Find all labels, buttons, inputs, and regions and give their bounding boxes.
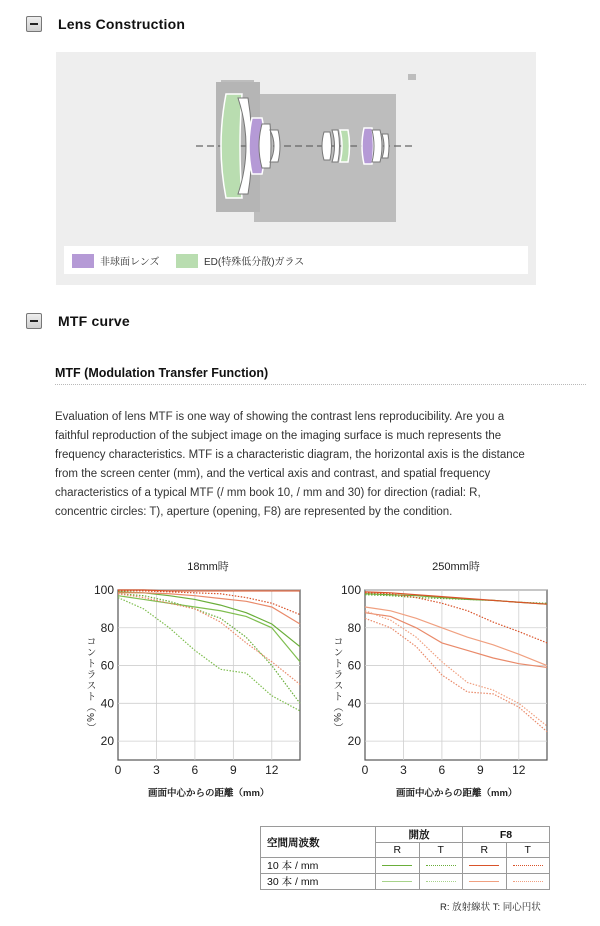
key-line-dotted [513,881,543,882]
x-tick-label: 9 [230,763,237,777]
key-line-solid [469,865,499,866]
body-line: from the screen center (mm), and the vertical axis and contrast, and spatial frequency [55,468,491,480]
row-label: 30 本 / mm [261,874,376,890]
y-tick-label: 60 [100,658,114,673]
table-subheader: R [376,843,420,858]
lens-section-title: Lens Construction [58,16,186,32]
key-line-dotted [426,881,456,882]
collapse-icon[interactable] [26,16,42,32]
key-line-dotted [426,865,456,866]
key-line-solid [382,881,412,882]
mtf-series-line [118,591,300,615]
table-header-frequency: 空間周波数 [261,827,376,858]
mtf-section-title: MTF curve [58,313,130,329]
x-tick-label: 3 [400,763,407,777]
collapse-icon[interactable] [26,313,42,329]
mtf-series-line [365,613,547,668]
x-axis-label: 画面中心からの距離（mm） [396,788,518,799]
table-row [261,858,550,874]
x-axis-label: 画面中心からの距離（mm） [148,788,270,799]
legend-swatch [72,254,94,268]
mtf-series-line [118,593,300,624]
lens-element [372,130,382,162]
x-tick-label: 3 [153,763,160,777]
mtf-series-line [118,596,300,662]
mtf-series-line [118,594,300,704]
y-tick-label: 60 [347,658,361,673]
body-line: faithful reproduction of the subject image on the imaging surface is much represents the [55,430,502,442]
legend-swatch [176,254,198,268]
lens-section-header[interactable] [26,15,185,33]
table-subheader: T [419,843,463,858]
plot-frame [365,590,547,760]
y-axis-label: コントラスト（%） [84,636,95,734]
y-axis-label: コントラスト（%） [331,636,342,734]
legend-label: 非球面レンズ [100,257,160,268]
mtf-series-line [365,594,547,604]
table-subheader: T [506,843,550,858]
lens-element-ed [221,94,242,198]
legend-item-aspherical [72,253,159,268]
chart-title-18mm: 18mm時 [187,561,229,573]
lens-legend [64,246,528,274]
mtf-description [55,408,565,522]
chart-title-250mm: 250mm時 [432,561,480,573]
key-line-solid [469,881,499,882]
x-tick-label: 6 [438,763,446,777]
y-tick-label: 100 [93,583,114,597]
lens-element-ed [340,130,350,162]
lens-element [322,132,332,160]
line-key-table [260,826,550,890]
key-line-solid [382,865,412,866]
mtf-series-line [118,598,300,711]
x-tick-label: 12 [512,763,526,777]
y-tick-label: 80 [100,620,114,635]
table-header-open: 開放 [376,827,463,843]
mtf-series-line [118,592,300,647]
x-tick-label: 0 [361,763,369,777]
x-tick-label: 0 [114,763,122,777]
mtf-series-line [365,595,547,604]
y-tick-label: 20 [347,734,361,749]
x-tick-label: 9 [477,763,484,777]
row-label: 10 本 / mm [261,858,376,874]
mtf-section-header[interactable] [26,312,130,330]
mtf-series-line [118,590,300,591]
legend-label: ED(特殊低分散)ガラス [204,257,305,268]
mtf-subheading: MTF (Modulation Transfer Function) [55,366,269,380]
body-line: concentric circles: T), aperture (opening, F8) are represented by the condition. [55,506,453,518]
plot-frame [118,590,300,760]
x-tick-label: 12 [265,763,279,777]
lens-element [259,124,271,168]
y-tick-label: 100 [340,583,361,597]
mtf-series-line [365,607,547,666]
body-line: Evaluation of lens MTF is one way of showing the contrast lens reproducibility. Are you a [55,411,505,423]
mtf-series-line [365,618,547,731]
mtf-series-line [365,592,547,604]
lens-element-aspherical [362,128,374,164]
legend-item-ed-glass [176,253,304,268]
divider [55,384,586,385]
table-subheader: R [463,843,507,858]
y-tick-label: 40 [347,696,361,711]
table-header-f8: F8 [463,827,550,843]
mtf-series-line [118,594,300,685]
mtf-series-line [365,593,547,643]
mtf-series-line [365,611,547,726]
body-line: characteristics of a typical MTF (/ mm book 10, / mm and 30) for direction (radial: R, [55,487,481,499]
body-line: frequency characteristics. MTF is a characteristic diagram, the horizontal axis is the distance [55,449,525,461]
table-row [261,874,550,890]
table-note: R: 放射線状 T: 同心円状 [440,902,541,913]
y-tick-label: 40 [100,696,114,711]
x-tick-label: 6 [191,763,199,777]
y-tick-label: 20 [100,734,114,749]
key-line-dotted [513,865,543,866]
y-tick-label: 80 [347,620,361,635]
